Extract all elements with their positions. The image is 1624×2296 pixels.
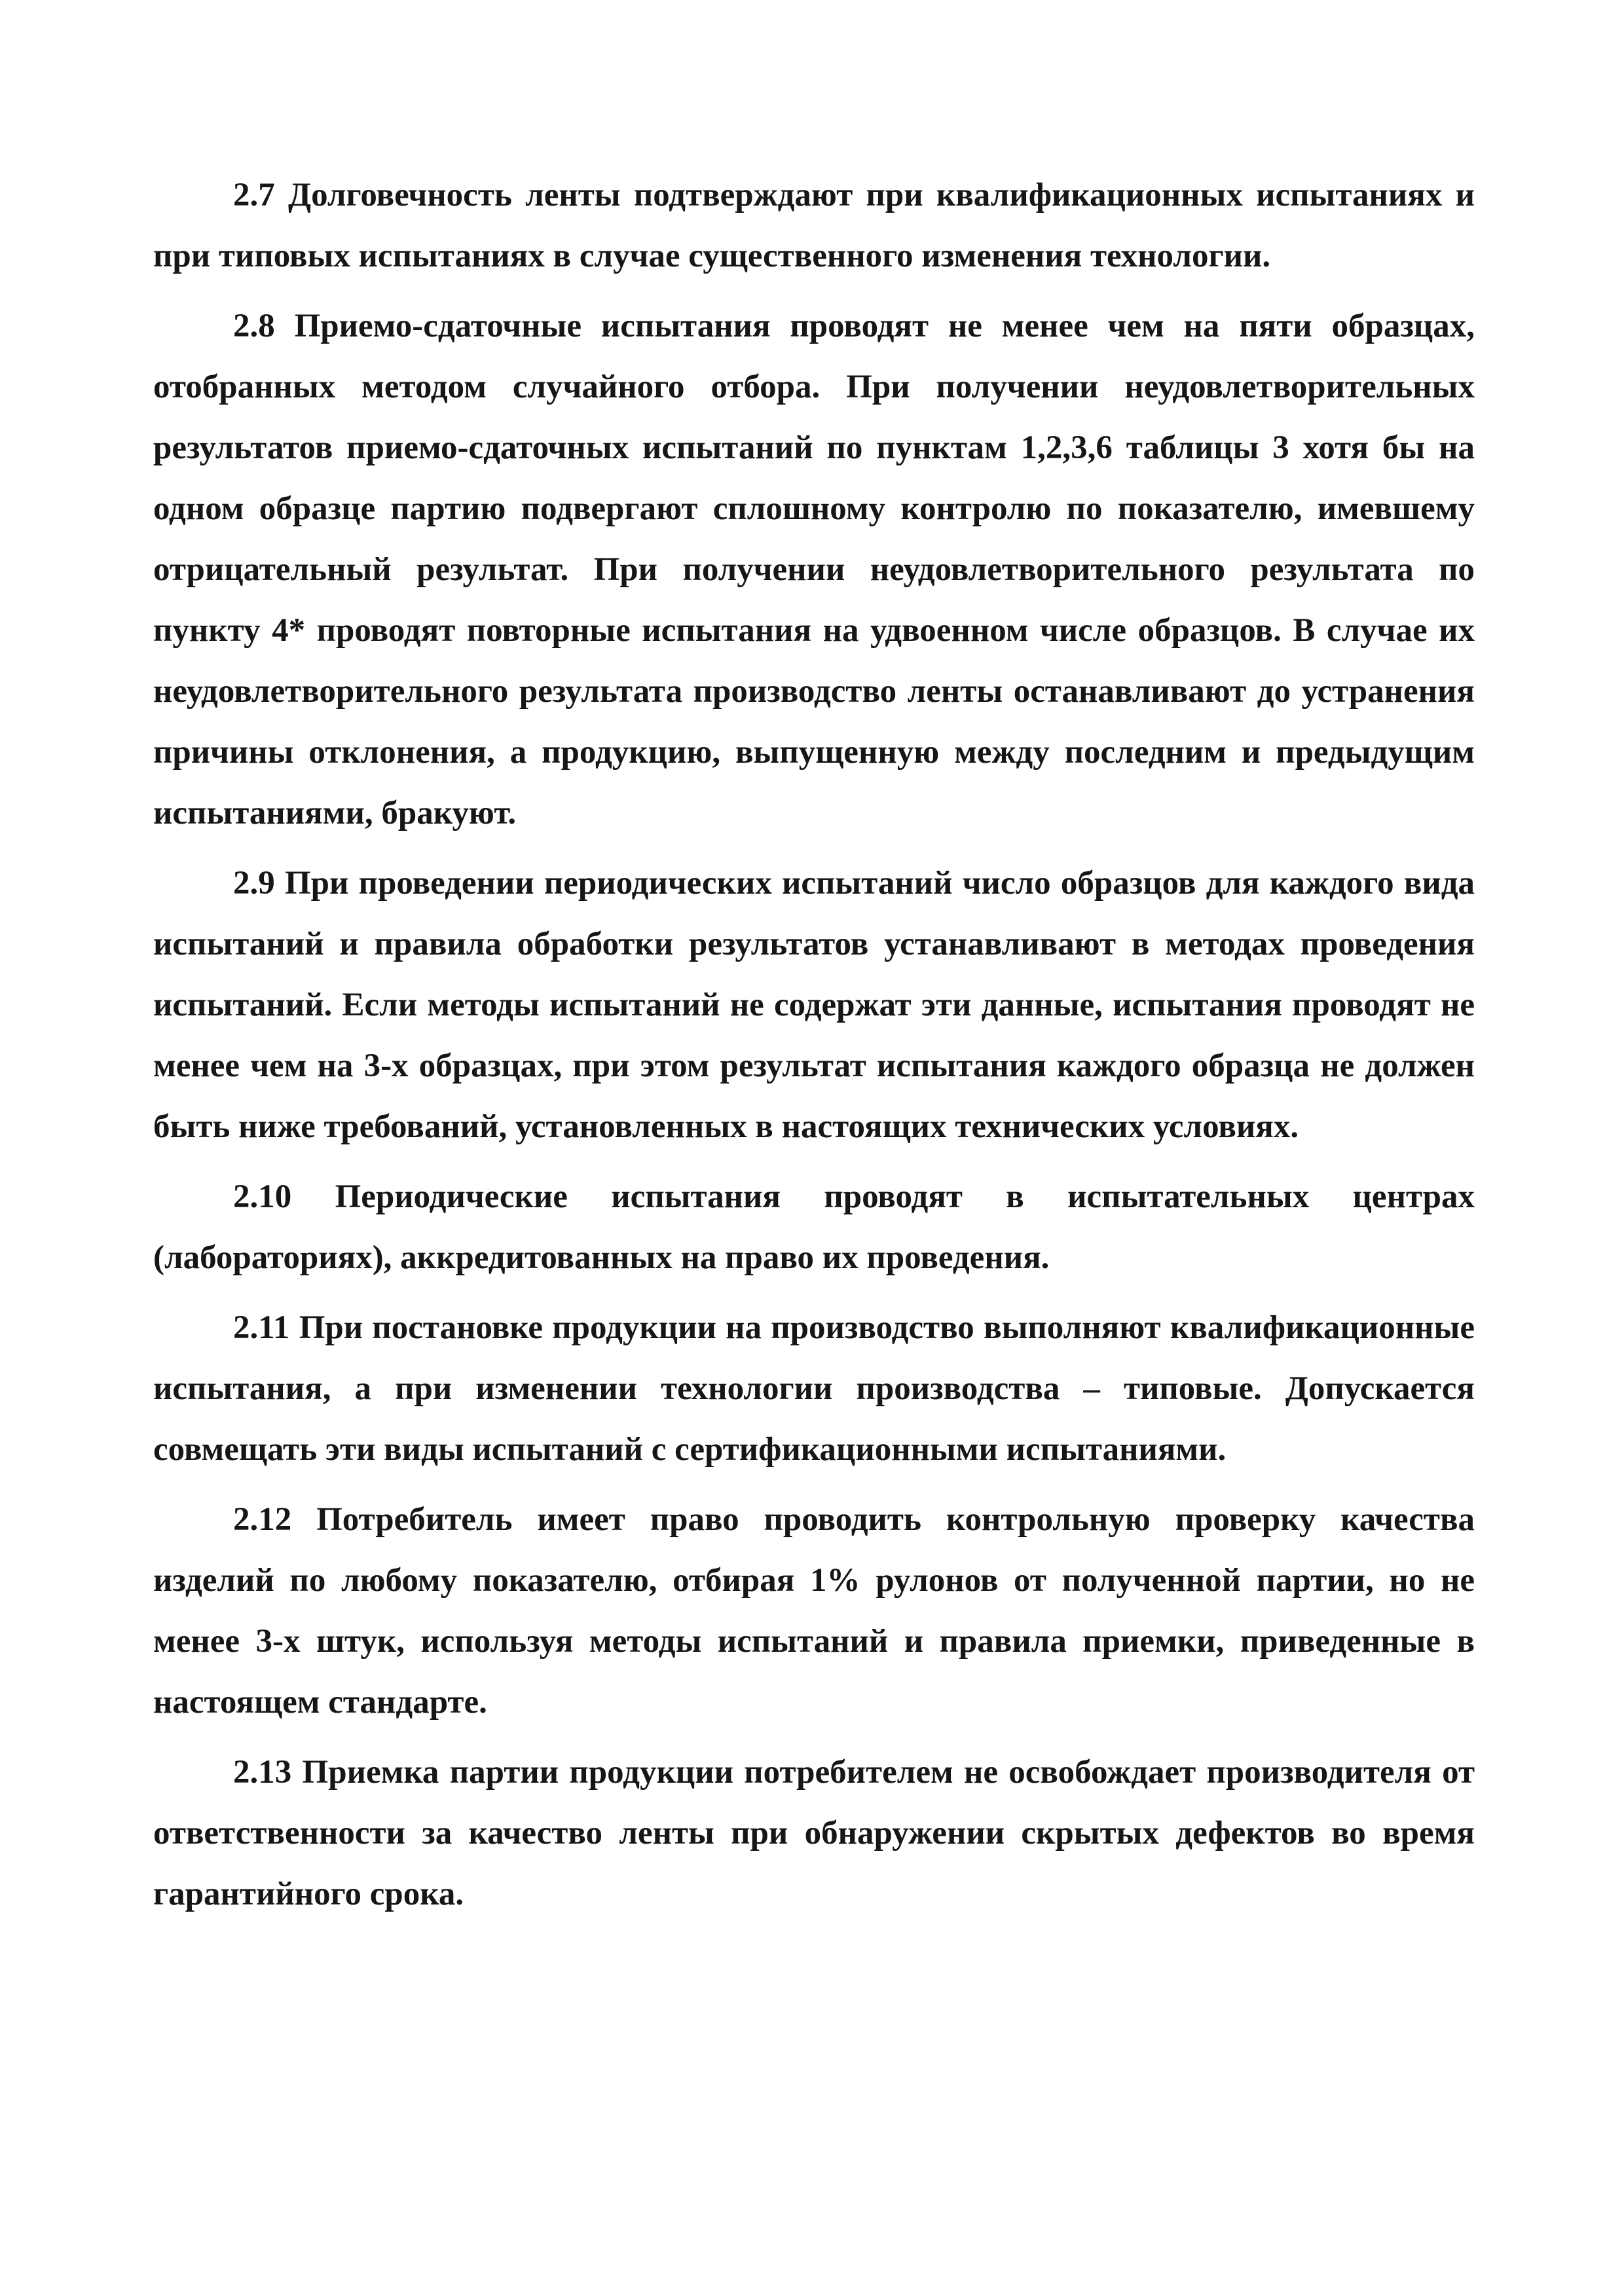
paragraph-text: Потребитель имеет право проводить контрольную проверку качества изделий по любому показателю, отбирая 1% рулонов от полученной партии, но не менее 3-х штук, используя методы испытаний и правила приемки, приведенные в настоящем стандарте. xyxy=(153,1501,1475,1721)
paragraph-text: Периодические испытания проводят в испытательных центрах (лабораториях), аккредитованных на право их проведения. xyxy=(153,1178,1475,1276)
paragraph-number: 2.11 xyxy=(233,1309,290,1346)
paragraph-text: При проведении периодических испытаний число образцов для каждого вида испытаний и правила обработки результатов устанавливают в методах проведения испытаний. Если методы испытаний не содержат эти данные, испытания проводят не менее чем на 3-х образцах, при этом результат испытания каждого образца не должен быть ниже требований, установленных в настоящих технических условиях. xyxy=(153,865,1475,1145)
paragraph-text: При постановке продукции на производство выполняют квалификационные испытания, а при изменении технологии производства – типовые. Допускается совмещать эти виды испытаний с сертификационными испытаниями. xyxy=(153,1309,1475,1468)
paragraph-2-9 xyxy=(153,853,1475,1157)
document-body xyxy=(153,165,1475,1934)
paragraph-2-13 xyxy=(153,1742,1475,1925)
paragraph-2-8 xyxy=(153,296,1475,844)
paragraph-number: 2.9 xyxy=(233,865,275,902)
paragraph-text: Приемо-сдаточные испытания проводят не менее чем на пяти образцах, отобранных методом случайного отбора. При получении неудовлетворительных результатов приемо-сдаточных испытаний по пунктам 1,2,3,6 таблицы 3 хотя бы на одном образце партию подвергают сплошному контролю по показателю, имевшему отрицательный результат. При получении неудовлетворительного результата по пункту 4* проводят повторные испытания на удвоенном числе образцов. В случае их неудовлетворительного результата производство ленты останавливают до устранения причины отклонения, а продукцию, выпущенную между последним и предыдущим испытаниями, бракуют. xyxy=(153,308,1475,831)
paragraph-2-7 xyxy=(153,165,1475,287)
paragraph-number: 2.10 xyxy=(233,1178,292,1215)
paragraph-2-10 xyxy=(153,1167,1475,1288)
paragraph-text: Долговечность ленты подтверждают при квалификационных испытаниях и при типовых испытаниях в случае существенного изменения технологии. xyxy=(153,177,1475,274)
paragraph-number: 2.8 xyxy=(233,308,275,344)
paragraph-number: 2.7 xyxy=(233,177,275,213)
paragraph-2-11 xyxy=(153,1298,1475,1480)
paragraph-number: 2.13 xyxy=(233,1754,292,1791)
paragraph-text: Приемка партии продукции потребителем не освобождает производителя от ответственности за качество ленты при обнаружении скрытых дефектов во время гарантийного срока. xyxy=(153,1754,1475,1912)
paragraph-2-12 xyxy=(153,1489,1475,1733)
paragraph-number: 2.12 xyxy=(233,1501,292,1538)
